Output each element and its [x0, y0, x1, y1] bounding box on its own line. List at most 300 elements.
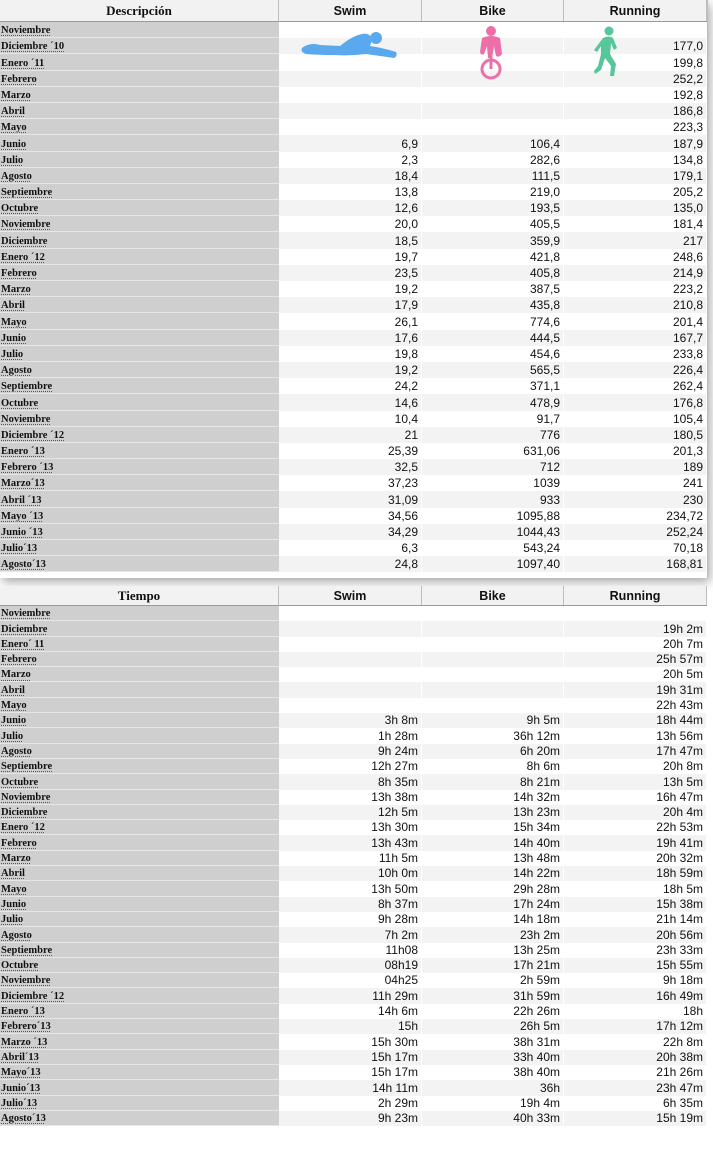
bike-cell[interactable]: [422, 119, 564, 135]
running-cell[interactable]: 22h 8m: [564, 1034, 707, 1049]
swim-cell[interactable]: 14h 11m: [279, 1080, 422, 1095]
row-label-cell[interactable]: Agosto: [0, 927, 279, 942]
row-label-cell[interactable]: Mayo´13: [0, 1065, 279, 1080]
running-cell[interactable]: 20h 5m: [564, 667, 707, 682]
row-label-cell[interactable]: Diciembre: [0, 621, 279, 636]
running-cell[interactable]: 22h 43m: [564, 698, 707, 713]
running-cell[interactable]: 177,0: [564, 38, 707, 54]
bike-cell[interactable]: 40h 33m: [422, 1111, 564, 1126]
bike-cell[interactable]: 36h: [422, 1080, 564, 1095]
bike-cell[interactable]: [422, 621, 564, 636]
running-cell[interactable]: 22h 53m: [564, 820, 707, 835]
bike-cell[interactable]: [422, 698, 564, 713]
row-label-cell[interactable]: Abril ´13: [0, 491, 279, 507]
row-label-cell[interactable]: Marzo: [0, 851, 279, 866]
swim-cell[interactable]: 24,2: [279, 378, 422, 394]
swim-cell[interactable]: 08h19: [279, 958, 422, 973]
column-header-running[interactable]: Running: [564, 586, 707, 605]
bike-cell[interactable]: 435,8: [422, 297, 564, 313]
swim-cell[interactable]: 7h 2m: [279, 927, 422, 942]
bike-cell[interactable]: [422, 682, 564, 697]
swim-cell[interactable]: 17,6: [279, 330, 422, 346]
row-label-cell[interactable]: Noviembre: [0, 22, 279, 38]
running-cell[interactable]: 19h 2m: [564, 621, 707, 636]
running-cell[interactable]: 20h 7m: [564, 637, 707, 652]
bike-cell[interactable]: 631,06: [422, 443, 564, 459]
bike-cell[interactable]: 405,5: [422, 216, 564, 232]
bike-cell[interactable]: [422, 667, 564, 682]
swim-cell[interactable]: [279, 103, 422, 119]
swim-cell[interactable]: [279, 87, 422, 103]
swim-cell[interactable]: 13,8: [279, 184, 422, 200]
swim-cell[interactable]: 25,39: [279, 443, 422, 459]
bike-cell[interactable]: 219,0: [422, 184, 564, 200]
row-label-cell[interactable]: Julio: [0, 912, 279, 927]
running-cell[interactable]: 205,2: [564, 184, 707, 200]
row-label-cell[interactable]: Junio: [0, 330, 279, 346]
running-cell[interactable]: 13h 5m: [564, 774, 707, 789]
running-cell[interactable]: [564, 22, 707, 38]
table-row: [0, 427, 707, 443]
running-cell[interactable]: 201,3: [564, 443, 707, 459]
table-row: [0, 103, 707, 119]
bike-cell[interactable]: [422, 103, 564, 119]
row-label-cell[interactable]: Enero ´12: [0, 249, 279, 265]
bike-cell[interactable]: 1095,88: [422, 508, 564, 524]
running-cell[interactable]: 180,5: [564, 427, 707, 443]
bike-cell[interactable]: 22h 26m: [422, 1004, 564, 1019]
swim-cell[interactable]: 10,4: [279, 411, 422, 427]
running-cell[interactable]: 248,6: [564, 249, 707, 265]
running-cell[interactable]: 176,8: [564, 394, 707, 410]
running-cell[interactable]: 19h 41m: [564, 835, 707, 850]
row-label-cell[interactable]: Abril: [0, 866, 279, 881]
swim-cell[interactable]: 32,5: [279, 459, 422, 475]
swim-cell[interactable]: 13h 43m: [279, 835, 422, 850]
row-label-cell[interactable]: Mayo: [0, 119, 279, 135]
swim-cell[interactable]: 24,8: [279, 556, 422, 572]
bike-cell[interactable]: 712: [422, 459, 564, 475]
bike-cell[interactable]: 9h 5m: [422, 713, 564, 728]
bike-cell[interactable]: 17h 24m: [422, 897, 564, 912]
running-cell[interactable]: 70,18: [564, 540, 707, 556]
table-row: [0, 1019, 707, 1034]
bike-cell[interactable]: 387,5: [422, 281, 564, 297]
bike-cell[interactable]: 38h 40m: [422, 1065, 564, 1080]
running-cell[interactable]: 214,9: [564, 265, 707, 281]
swim-cell[interactable]: [279, 682, 422, 697]
row-label-cell[interactable]: Enero´ 11: [0, 637, 279, 652]
row-label-cell[interactable]: Febrero: [0, 652, 279, 667]
row-label-cell[interactable]: Septiembre: [0, 184, 279, 200]
swim-cell[interactable]: [279, 637, 422, 652]
bike-cell[interactable]: 776: [422, 427, 564, 443]
swimmer-icon: [300, 28, 400, 64]
bike-cell[interactable]: 15h 34m: [422, 820, 564, 835]
row-label-cell[interactable]: Diciembre: [0, 232, 279, 248]
row-label-cell[interactable]: Junio: [0, 135, 279, 151]
table-row: [0, 774, 707, 789]
bike-cell[interactable]: 14h 32m: [422, 790, 564, 805]
running-cell[interactable]: 181,4: [564, 216, 707, 232]
row-label-cell[interactable]: Julio´13: [0, 1096, 279, 1111]
row-label-cell[interactable]: Octubre: [0, 200, 279, 216]
row-label-cell[interactable]: Noviembre: [0, 411, 279, 427]
row-label-cell[interactable]: Mayo: [0, 881, 279, 896]
running-cell[interactable]: 20h 8m: [564, 759, 707, 774]
swim-cell[interactable]: 9h 23m: [279, 1111, 422, 1126]
table-row: [0, 265, 707, 281]
running-cell[interactable]: 134,8: [564, 152, 707, 168]
swim-cell[interactable]: 9h 24m: [279, 744, 422, 759]
swim-cell[interactable]: 23,5: [279, 265, 422, 281]
row-label-cell[interactable]: Mayo: [0, 313, 279, 329]
table-row: [0, 313, 707, 329]
bike-cell[interactable]: [422, 652, 564, 667]
bike-cell[interactable]: 26h 5m: [422, 1019, 564, 1034]
column-header-running[interactable]: Running: [564, 0, 707, 21]
running-cell[interactable]: 16h 47m: [564, 790, 707, 805]
bike-cell[interactable]: [422, 87, 564, 103]
running-cell[interactable]: 20h 4m: [564, 805, 707, 820]
row-label-cell[interactable]: Diciembre ´12: [0, 427, 279, 443]
row-label-cell[interactable]: Noviembre: [0, 606, 279, 621]
swim-cell[interactable]: [279, 71, 422, 87]
row-label-cell[interactable]: Junio: [0, 897, 279, 912]
running-cell[interactable]: [564, 606, 707, 621]
swim-cell[interactable]: 13h 30m: [279, 820, 422, 835]
bike-cell[interactable]: 36h 12m: [422, 728, 564, 743]
column-header-swim[interactable]: Swim: [279, 0, 422, 21]
bike-cell[interactable]: 106,4: [422, 135, 564, 151]
bike-cell[interactable]: 29h 28m: [422, 881, 564, 896]
row-label-cell[interactable]: Octubre: [0, 774, 279, 789]
bike-cell[interactable]: 13h 23m: [422, 805, 564, 820]
row-label-cell[interactable]: Abril: [0, 297, 279, 313]
runner-icon: [592, 26, 620, 78]
running-cell[interactable]: 262,4: [564, 378, 707, 394]
row-label-cell[interactable]: Noviembre: [0, 790, 279, 805]
bike-cell[interactable]: 933: [422, 491, 564, 507]
table-row: [0, 682, 707, 697]
distance-table: [0, 0, 708, 578]
row-label-cell[interactable]: Agosto: [0, 362, 279, 378]
swim-cell[interactable]: 12h 27m: [279, 759, 422, 774]
swim-cell[interactable]: 13h 50m: [279, 881, 422, 896]
bike-cell[interactable]: 23h 2m: [422, 927, 564, 942]
running-cell[interactable]: 18h: [564, 1004, 707, 1019]
running-cell[interactable]: 18h 44m: [564, 713, 707, 728]
swim-cell[interactable]: 04h25: [279, 973, 422, 988]
bike-cell[interactable]: 38h 31m: [422, 1034, 564, 1049]
column-header-tiempo[interactable]: Tiempo: [0, 586, 279, 605]
bike-cell[interactable]: 31h 59m: [422, 988, 564, 1003]
swim-cell[interactable]: 17,9: [279, 297, 422, 313]
row-label-cell[interactable]: Abril´13: [0, 1050, 279, 1065]
row-label-cell[interactable]: Febrero ´13: [0, 459, 279, 475]
table-row: [0, 524, 707, 540]
swim-cell[interactable]: 34,29: [279, 524, 422, 540]
bike-cell[interactable]: 1039: [422, 475, 564, 491]
row-label-cell[interactable]: Mayo ´13: [0, 508, 279, 524]
swim-cell[interactable]: 9h 28m: [279, 912, 422, 927]
running-cell[interactable]: 15h 19m: [564, 1111, 707, 1126]
running-cell[interactable]: 187,9: [564, 135, 707, 151]
bike-cell[interactable]: [422, 637, 564, 652]
bike-cell[interactable]: 774,6: [422, 313, 564, 329]
running-cell[interactable]: 20h 32m: [564, 851, 707, 866]
swim-cell[interactable]: 8h 35m: [279, 774, 422, 789]
column-header-description[interactable]: Descripción: [0, 0, 279, 21]
row-label-cell[interactable]: Diciembre ´12: [0, 988, 279, 1003]
table-row: [0, 637, 707, 652]
bike-cell[interactable]: 454,6: [422, 346, 564, 362]
row-label-cell[interactable]: Agosto: [0, 744, 279, 759]
row-label-cell[interactable]: Julio´13: [0, 540, 279, 556]
row-label-cell[interactable]: Enero ´13: [0, 443, 279, 459]
bike-cell[interactable]: 543,24: [422, 540, 564, 556]
swim-cell[interactable]: 10h 0m: [279, 866, 422, 881]
bike-cell[interactable]: 14h 18m: [422, 912, 564, 927]
swim-cell[interactable]: 18,4: [279, 168, 422, 184]
swim-cell[interactable]: 34,56: [279, 508, 422, 524]
row-label-cell[interactable]: Julio: [0, 346, 279, 362]
swim-cell[interactable]: 21: [279, 427, 422, 443]
bike-cell[interactable]: 421,8: [422, 249, 564, 265]
table-row: [0, 216, 707, 232]
running-cell[interactable]: 23h 47m: [564, 1080, 707, 1095]
running-cell[interactable]: 19h 31m: [564, 682, 707, 697]
swim-cell[interactable]: 31,09: [279, 491, 422, 507]
running-cell[interactable]: 168,81: [564, 556, 707, 572]
row-label-cell[interactable]: Junio´13: [0, 1080, 279, 1095]
table-row: [0, 249, 707, 265]
row-label-cell[interactable]: Marzo: [0, 667, 279, 682]
running-cell[interactable]: 252,24: [564, 524, 707, 540]
bike-cell[interactable]: 13h 48m: [422, 851, 564, 866]
swim-cell[interactable]: 8h 37m: [279, 897, 422, 912]
row-label-cell[interactable]: Abril: [0, 682, 279, 697]
row-label-cell[interactable]: Marzo: [0, 87, 279, 103]
bike-cell[interactable]: 193,5: [422, 200, 564, 216]
table-row: [0, 1111, 707, 1126]
swim-cell[interactable]: [279, 698, 422, 713]
running-cell[interactable]: 192,8: [564, 87, 707, 103]
running-cell[interactable]: 223,3: [564, 119, 707, 135]
swim-cell[interactable]: 26,1: [279, 313, 422, 329]
row-label-cell[interactable]: Julio: [0, 152, 279, 168]
running-cell[interactable]: 189: [564, 459, 707, 475]
bike-cell[interactable]: 111,5: [422, 168, 564, 184]
row-label-cell[interactable]: Septiembre: [0, 378, 279, 394]
table-row: [0, 152, 707, 168]
swim-cell[interactable]: 11h 29m: [279, 988, 422, 1003]
table-row: [0, 820, 707, 835]
swim-cell[interactable]: 19,7: [279, 249, 422, 265]
swim-cell[interactable]: 11h 5m: [279, 851, 422, 866]
swim-cell[interactable]: 2,3: [279, 152, 422, 168]
swim-cell[interactable]: 14,6: [279, 394, 422, 410]
bike-cell[interactable]: 33h 40m: [422, 1050, 564, 1065]
swim-cell[interactable]: [279, 606, 422, 621]
table-row: [0, 790, 707, 805]
swim-cell[interactable]: 37,23: [279, 475, 422, 491]
row-label-cell[interactable]: Julio: [0, 728, 279, 743]
bike-cell[interactable]: 8h 21m: [422, 774, 564, 789]
row-label-cell[interactable]: Febrero: [0, 835, 279, 850]
swim-cell[interactable]: 11h08: [279, 943, 422, 958]
bike-cell[interactable]: 478,9: [422, 394, 564, 410]
running-cell[interactable]: 226,4: [564, 362, 707, 378]
row-label-cell[interactable]: Septiembre: [0, 759, 279, 774]
row-label-cell[interactable]: Septiembre: [0, 943, 279, 958]
column-header-swim[interactable]: Swim: [279, 586, 422, 605]
running-cell[interactable]: 17h 47m: [564, 744, 707, 759]
running-cell[interactable]: 241: [564, 475, 707, 491]
swim-cell[interactable]: 2h 29m: [279, 1096, 422, 1111]
row-label-cell[interactable]: Enero ´13: [0, 1004, 279, 1019]
running-cell[interactable]: 18h 5m: [564, 881, 707, 896]
bike-cell[interactable]: 8h 6m: [422, 759, 564, 774]
table-row: [0, 491, 707, 507]
table-row: [0, 698, 707, 713]
row-label-cell[interactable]: Abril: [0, 103, 279, 119]
running-cell[interactable]: 18h 59m: [564, 866, 707, 881]
row-label-cell[interactable]: Octubre: [0, 958, 279, 973]
swim-cell[interactable]: 12h 5m: [279, 805, 422, 820]
swim-cell[interactable]: 15h 17m: [279, 1065, 422, 1080]
bike-cell[interactable]: 405,8: [422, 265, 564, 281]
running-cell[interactable]: 9h 18m: [564, 973, 707, 988]
running-cell[interactable]: 13h 56m: [564, 728, 707, 743]
row-label-cell[interactable]: Noviembre: [0, 973, 279, 988]
bike-cell[interactable]: 1097,40: [422, 556, 564, 572]
row-label-cell[interactable]: Enero ´11: [0, 54, 279, 70]
swim-cell[interactable]: 12,6: [279, 200, 422, 216]
bike-cell[interactable]: 13h 25m: [422, 943, 564, 958]
row-label-cell[interactable]: Febrero´13: [0, 1019, 279, 1034]
swim-cell[interactable]: 15h 30m: [279, 1034, 422, 1049]
running-cell[interactable]: 252,2: [564, 71, 707, 87]
table-row: [0, 805, 707, 820]
running-cell[interactable]: 201,4: [564, 313, 707, 329]
bike-cell[interactable]: 17h 21m: [422, 958, 564, 973]
row-label-cell[interactable]: Octubre: [0, 394, 279, 410]
bike-cell[interactable]: 2h 59m: [422, 973, 564, 988]
row-label-cell[interactable]: Febrero: [0, 71, 279, 87]
running-cell[interactable]: 230: [564, 491, 707, 507]
row-label-cell[interactable]: Agosto´13: [0, 556, 279, 572]
running-cell[interactable]: 21h 14m: [564, 912, 707, 927]
row-label-cell[interactable]: Marzo´13: [0, 475, 279, 491]
running-cell[interactable]: 135,0: [564, 200, 707, 216]
bike-cell[interactable]: 14h 22m: [422, 866, 564, 881]
running-cell[interactable]: 234,72: [564, 508, 707, 524]
bike-cell[interactable]: 14h 40m: [422, 835, 564, 850]
row-label-cell[interactable]: Agosto´13: [0, 1111, 279, 1126]
running-cell[interactable]: 16h 49m: [564, 988, 707, 1003]
swim-cell[interactable]: 15h: [279, 1019, 422, 1034]
swim-cell[interactable]: 20,0: [279, 216, 422, 232]
table-row: [0, 973, 707, 988]
running-cell[interactable]: 15h 38m: [564, 897, 707, 912]
running-cell[interactable]: 233,8: [564, 346, 707, 362]
running-cell[interactable]: 223,2: [564, 281, 707, 297]
running-cell[interactable]: 167,7: [564, 330, 707, 346]
swim-cell[interactable]: 3h 8m: [279, 713, 422, 728]
table-row: [0, 1004, 707, 1019]
bike-cell[interactable]: 359,9: [422, 232, 564, 248]
row-label-cell[interactable]: Junio: [0, 713, 279, 728]
table-row: [0, 1034, 707, 1049]
bike-cell[interactable]: 444,5: [422, 330, 564, 346]
running-cell[interactable]: 15h 55m: [564, 958, 707, 973]
swim-cell[interactable]: [279, 667, 422, 682]
bike-cell[interactable]: [422, 606, 564, 621]
swim-cell[interactable]: 15h 17m: [279, 1050, 422, 1065]
bike-cell[interactable]: 6h 20m: [422, 744, 564, 759]
row-label-cell[interactable]: Mayo: [0, 698, 279, 713]
running-cell[interactable]: 20h 38m: [564, 1050, 707, 1065]
swim-cell[interactable]: 19,2: [279, 362, 422, 378]
running-cell[interactable]: 20h 56m: [564, 927, 707, 942]
running-cell[interactable]: 186,8: [564, 103, 707, 119]
swim-cell[interactable]: 14h 6m: [279, 1004, 422, 1019]
row-label-cell[interactable]: Enero ´12: [0, 820, 279, 835]
running-cell[interactable]: 23h 33m: [564, 943, 707, 958]
swim-cell[interactable]: 6,3: [279, 540, 422, 556]
running-cell[interactable]: 25h 57m: [564, 652, 707, 667]
swim-cell[interactable]: [279, 652, 422, 667]
bike-cell[interactable]: 371,1: [422, 378, 564, 394]
row-label-cell[interactable]: Marzo ´13: [0, 1034, 279, 1049]
swim-cell[interactable]: [279, 119, 422, 135]
row-label-cell[interactable]: Noviembre: [0, 216, 279, 232]
table-row: [0, 443, 707, 459]
running-cell[interactable]: 17h 12m: [564, 1019, 707, 1034]
row-label-cell[interactable]: Junio ´13: [0, 524, 279, 540]
swim-cell[interactable]: [279, 621, 422, 636]
running-cell[interactable]: 6h 35m: [564, 1096, 707, 1111]
row-label-cell[interactable]: Diciembre ´10: [0, 38, 279, 54]
row-label-cell[interactable]: Agosto: [0, 168, 279, 184]
table-row: [0, 652, 707, 667]
row-label-cell[interactable]: Febrero: [0, 265, 279, 281]
running-cell[interactable]: 210,8: [564, 297, 707, 313]
running-cell[interactable]: 217: [564, 232, 707, 248]
swim-cell[interactable]: 1h 28m: [279, 728, 422, 743]
row-label-cell[interactable]: Diciembre: [0, 805, 279, 820]
bike-cell[interactable]: 282,6: [422, 152, 564, 168]
bike-cell[interactable]: 91,7: [422, 411, 564, 427]
swim-cell[interactable]: 13h 38m: [279, 790, 422, 805]
running-cell[interactable]: 105,4: [564, 411, 707, 427]
swim-cell[interactable]: 19,8: [279, 346, 422, 362]
running-cell[interactable]: 199,8: [564, 54, 707, 70]
distance-table-body: [0, 22, 707, 572]
column-header-bike[interactable]: Bike: [422, 586, 564, 605]
bike-cell[interactable]: 19h 4m: [422, 1096, 564, 1111]
row-label-cell[interactable]: Marzo: [0, 281, 279, 297]
column-header-bike[interactable]: Bike: [422, 0, 564, 21]
running-cell[interactable]: 21h 26m: [564, 1065, 707, 1080]
bike-cell[interactable]: 1044,43: [422, 524, 564, 540]
bike-cell[interactable]: 565,5: [422, 362, 564, 378]
swim-cell[interactable]: 6,9: [279, 135, 422, 151]
running-cell[interactable]: 179,1: [564, 168, 707, 184]
swim-cell[interactable]: 19,2: [279, 281, 422, 297]
swim-cell[interactable]: 18,5: [279, 232, 422, 248]
